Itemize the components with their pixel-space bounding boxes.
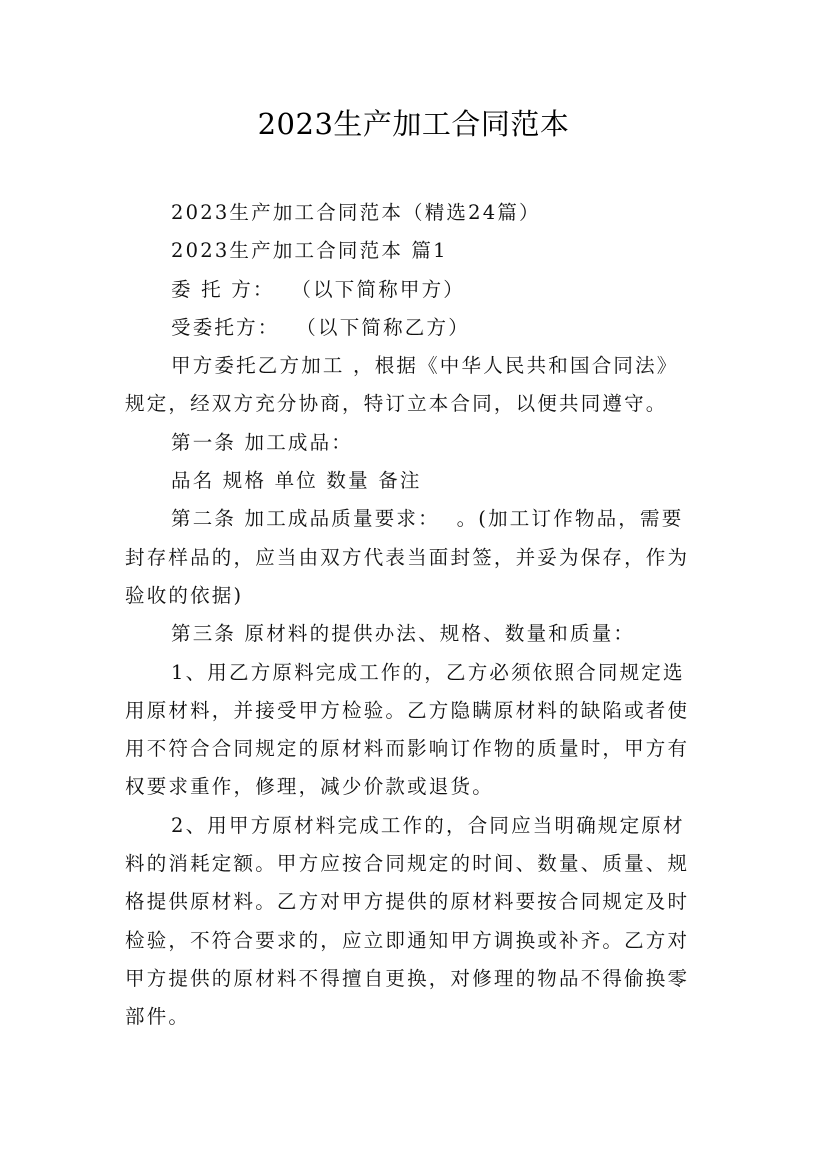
paragraph-line: 甲方委托乙方加工 ，根据《中华人民共和国合同法》 (171, 354, 679, 378)
paragraph-line: 第二条 加工成品质量要求： 。(加工订作物品，需要 (171, 507, 684, 531)
paragraph-line: 用原材料，并接受甲方检验。乙方隐瞒原材料的缺陷或者使 (125, 698, 690, 722)
document-body (125, 194, 705, 1037)
paragraph-line: 部件。 (125, 1005, 191, 1029)
paragraph-line: 料的消耗定额。甲方应按合同规定的时间、数量、质量、规 (125, 852, 690, 876)
paragraph-line: 委 托 方： （以下简称甲方） (171, 277, 465, 301)
paragraph-line: 用不符合合同规定的原材料而影响订作物的质量时，甲方有 (125, 737, 690, 761)
paragraph-line: 2023生产加工合同范本 篇1 (171, 239, 448, 263)
paragraph-line: 权要求重作，修理，减少价款或退货。 (125, 775, 494, 799)
paragraph-line: 甲方提供的原材料不得擅自更换，对修理的物品不得偷换零 (125, 966, 690, 990)
paragraph-line: 格提供原材料。乙方对甲方提供的原材料要按合同规定及时 (125, 890, 690, 914)
paragraph-line: 第三条 原材料的提供办法、规格、数量和质量： (171, 622, 636, 646)
paragraph-line: 检验，不符合要求的，应立即通知甲方调换或补齐。乙方对 (125, 928, 690, 952)
paragraph-line: 品名 规格 单位 数量 备注 (171, 469, 422, 493)
paragraph-line: 封存样品的，应当由双方代表当面封签，并妥为保存，作为 (125, 545, 690, 569)
paragraph-line: 1、用乙方原料完成工作的，乙方必须依照合同规定选 (171, 660, 685, 684)
paragraph-line: 第一条 加工成品： (171, 430, 353, 454)
paragraph-line: 规定，经双方充分协商，特订立本合同，以便共同遵守。 (125, 392, 668, 416)
paragraph-line: 2、用甲方原材料完成工作的，合同应当明确规定原材 (171, 813, 685, 837)
paragraph-line: 2023生产加工合同范本（精选24篇） (171, 201, 541, 224)
paragraph-line: 受委托方： （以下简称乙方） (171, 315, 470, 339)
document-title: 2023生产加工合同范本 (257, 107, 570, 141)
paragraph-line: 验收的依据) (125, 583, 244, 607)
